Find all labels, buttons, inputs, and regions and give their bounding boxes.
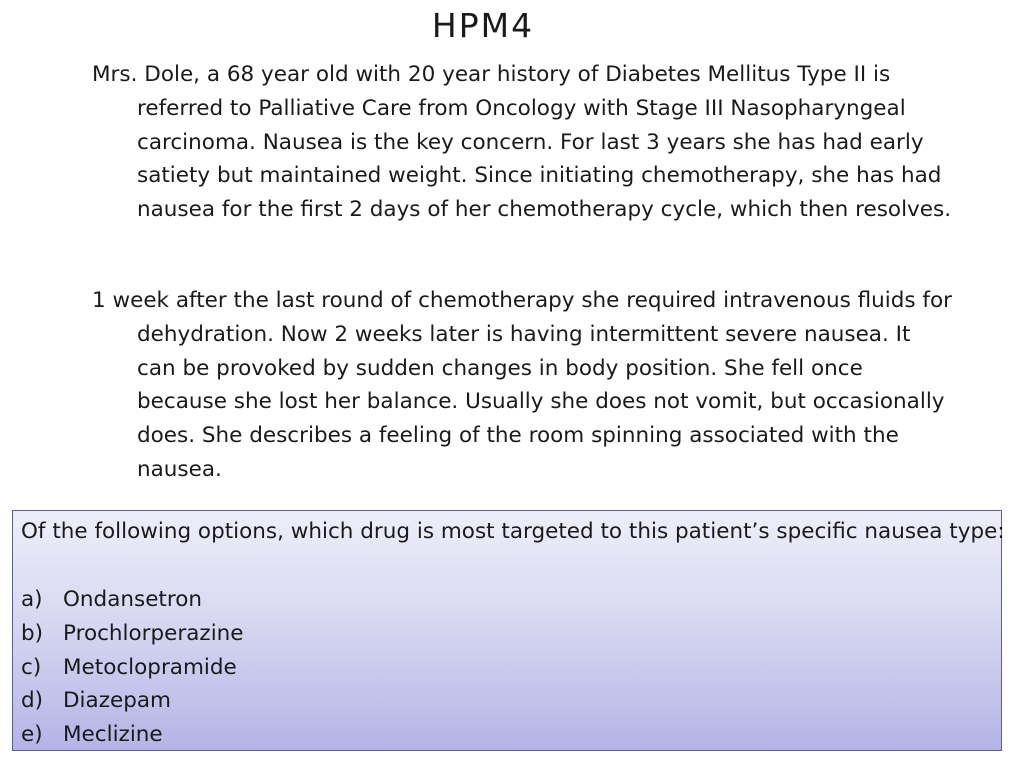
option-text: Ondansetron: [63, 587, 203, 612]
case-text: 1 week after the last round of chemotherapy she required intravenous fluids for dehydration. Now 2 weeks later is having intermittent severe nausea. It can be provoked by sudden changes in body position. She fell once because she lost her balance. Usually she does not vomit, but occasionally does. She describes a feeling of the room spinning associated with the nausea.: [92, 288, 952, 482]
option-text: Meclizine: [63, 722, 163, 748]
option-d: [21, 684, 244, 718]
option-letter: e): [21, 722, 43, 748]
option-e: [21, 718, 244, 752]
question-box: [12, 510, 1005, 751]
option-c: [21, 651, 244, 685]
question-text: Of the following options, which drug is most targeted to this patient’s specific nausea type:: [21, 519, 1005, 544]
option-text: Prochlorperazine: [63, 620, 244, 646]
option-letter: c): [21, 654, 42, 680]
case-text: Mrs. Dole, a 68 year old with 20 year history of Diabetes Mellitus Type II is referred to Palliative Care from Oncology with Stage III Nasopharyngeal carcinoma. Nausea is the key concern. For last 3 years she has had early satiety but maintained weight. Since initiating chemotherapy, she has had nausea for the first 2 days of her chemotherapy cycle, which then resolves.: [92, 62, 952, 223]
option-letter: d): [21, 688, 44, 714]
case-paragraph-2: [92, 284, 952, 487]
option-a: [21, 583, 244, 617]
option-b: [21, 617, 244, 651]
slide-title: HPM4: [431, 6, 535, 45]
option-text: Metoclopramide: [63, 654, 237, 680]
case-paragraph-1: [92, 58, 952, 227]
option-text: Diazepam: [63, 688, 171, 714]
option-letter: a): [21, 587, 43, 612]
option-letter: b): [21, 620, 44, 646]
answer-options: [21, 583, 244, 752]
